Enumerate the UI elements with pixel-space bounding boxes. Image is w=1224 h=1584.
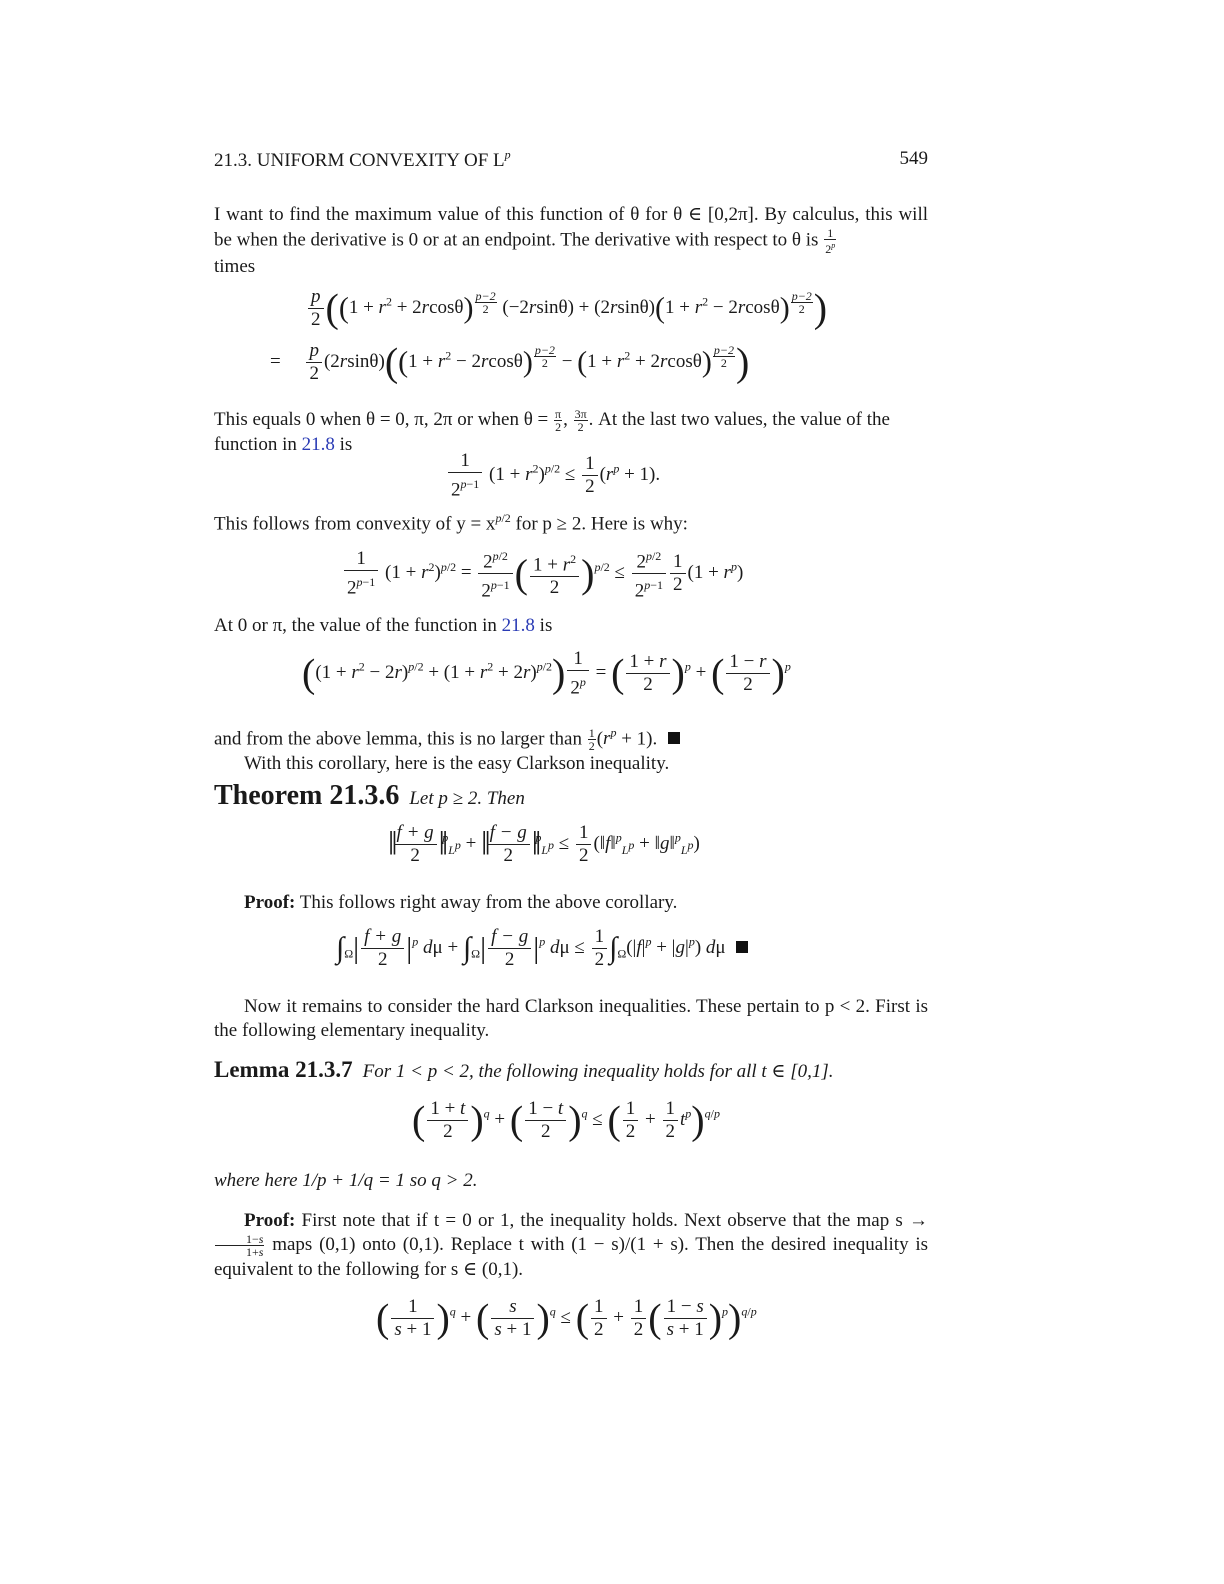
running-header (214, 148, 928, 172)
proof-2: Proof: First note that if t = 0 or 1, the inequality holds. Next observe that the map s → $\frac{1-s}{1+s}$ maps (0,1) onto (0,1). Replace t with (1 − s)/(1 + s). Then the desired inequality is equivalent to the following for s ∈ (0,1). (214, 1210, 929, 1281)
lemma-title: Lemma 21.3.7 (214, 1057, 353, 1082)
qed-square-icon-2 (736, 941, 748, 953)
theorem-title: Theorem 21.3.6 (214, 780, 400, 811)
lemma-21-3-7 (214, 1057, 928, 1083)
paragraph-1: I want to find the maximum value of this function of θ for θ ∈ [0,2π]. By calculus, this will be when the derivative is 0 or at an endpoint. The derivative with respect to θ is $\frac{1}{2^p}$ times (214, 204, 928, 277)
ref-link-21-8-b[interactable]: 21.8 (501, 615, 535, 636)
lemma-where: where here 1/p + 1/q = 1 so q > 2. (214, 1170, 478, 1191)
equation-convexity: $\frac{1}{2^{p-1}}$ $(1 + r^2)^{p/2}$ = $\frac{2^{p/2}}{2^{p-1}}$ ( $\frac{1 + r^2}{2}$ )$^{p/2}$ ≤ $\frac{2^{p/2}}{2^{p-1}}$ $\frac{1}{2}$ $(1 + r^p)$ (342, 545, 743, 603)
paragraph-5: and from the above lemma, this is no larger than $\frac{1}{2}$ $(r^p + 1)$. With this corollary, here is the easy Clarkson inequality. (214, 721, 928, 776)
ref-link-21-8[interactable]: 21.8 (301, 434, 335, 456)
paragraph-2: This equals 0 when θ = 0, π, 2π or when θ = $\frac{\pi}{2}$ , $\frac{3\pi}{2}$ . At the last two values, the value of the function in 21.8 is (214, 407, 890, 456)
qed-square-icon (668, 732, 680, 744)
equation-derivative-line1: $\frac{p}{2}$ ($(1 + r^2 + 2rcos\theta)$ $^{\frac{p-2}{2}}$ $(-2rsin\theta) + (2rsin\theta)(1 + r^2 - 2rcos\theta)$ $^{\frac{p-2}{2}}$ ) (306, 286, 827, 331)
lemma-statement: For 1 < p < 2, the following inequality holds for all t ∈ [0,1]. (362, 1061, 834, 1082)
equation-s-form: ( $\frac{1}{s + 1}$ )$^q$ + ( $\frac{s}{s + 1}$ )$^q$ ≤ ( $\frac{1}{2}$ + $\frac{1}{2}$ ( $\frac{1 - s}{s + 1}$ )$^p$)$^{q/p}$ (376, 1295, 757, 1341)
theorem-21-3-6 (214, 780, 928, 812)
theorem-statement: Let p ≥ 2. Then (409, 788, 525, 809)
paragraph-3: This follows from convexity of $y = x^{p/2}$ for p ≥ 2. Here is why: (214, 511, 688, 535)
equation-endpoint-value: $\frac{1}{2^{p-1}}$ $(1 + r^2)^{p/2}$ ≤ $\frac{1}{2}$ $(r^p + 1)$. (446, 450, 660, 501)
header-title: 21.3. UNIFORM CONVEXITY OF $L^p$ (214, 148, 511, 172)
proof-1: Proof: This follows right away from the above corollary. (244, 892, 678, 913)
equation-lemma: ( $\frac{1 + t}{2}$ )$^q$ + ( $\frac{1 - t}{2}$ )$^q$ ≤ ( $\frac{1}{2}$ + $\frac{1}{2}$ $t^p)^{q/p}$ (412, 1097, 720, 1143)
paragraph-4: At 0 or π, the value of the function in 21.8 is (214, 615, 553, 636)
equation-derivative-line2: = $\frac{p}{2}$ $(2rsin\theta)((1 + r^2 - 2rcos\theta)$ $^{\frac{p-2}{2}}$ − $(1 + r^2 + 2rcos\theta)$ $^{\frac{p-2}{2}}$ ) (270, 339, 750, 385)
equation-clarkson-easy: ‖ $\frac{f + g}{2}$ ‖$^p_{L^p}$ + ‖ $\frac{f - g}{2}$ ‖$^p_{L^p}$ ≤ $\frac{1}{2}$ (‖f‖$^p_{L^p}$ + ‖g‖$^p_{L^p}$) (388, 822, 700, 866)
equation-proof-integral: $\int_\Omega|$ $\frac{f + g}{2}$ $|^p$ $d\mu + \int_\Omega|$ $\frac{f - g}{2}$ $|^p$ dμ ≤ $\frac{1}{2}$ $\int_\Omega(|f|^p + |g|^p)$ dμ (336, 926, 748, 971)
page-number: 549 (899, 148, 928, 169)
paragraph-7: Now it remains to consider the hard Clarkson inequalities. These pertain to p < 2. First is the following elementary inequality. (214, 996, 928, 1041)
equation-zero-pi-value: $((1 + r^2 - 2r)^{p/2} + (1 + r^2 + 2r)^{p/2})$ $\frac{1}{2^p}$ = ( $\frac{1 + r}{2}$ )$^p$ + ( $\frac{1 - r}{2}$ )$^p$ (302, 648, 791, 699)
